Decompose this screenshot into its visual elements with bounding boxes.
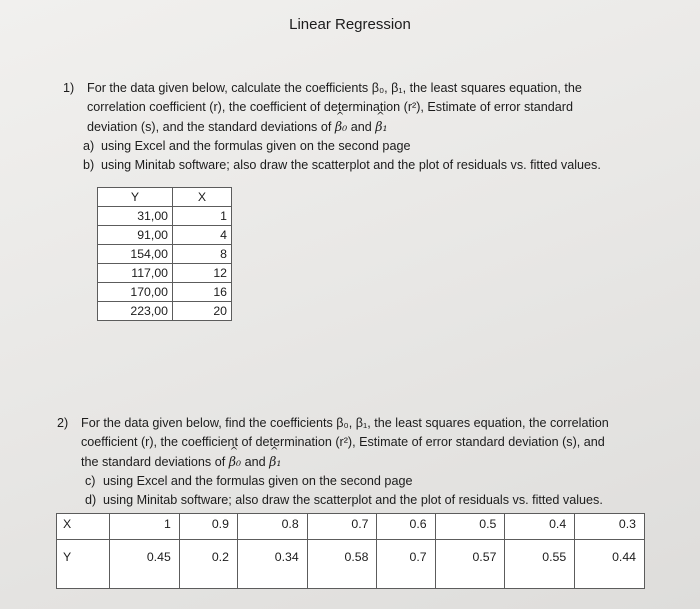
subquestion-d — [85, 491, 677, 510]
beta0-hat-symbol: ^ β₀ — [229, 452, 241, 471]
question-1-line-3-text: deviation (s), and the standard deviations of — [87, 120, 332, 134]
cell-x: 8 — [173, 245, 232, 264]
cell-y: 0.45 — [110, 540, 180, 589]
table-row — [98, 302, 232, 321]
subquestion-c — [85, 472, 677, 491]
cell-y: 0.57 — [435, 540, 505, 589]
and-word: and — [244, 455, 266, 469]
table-row — [98, 245, 232, 264]
cell-x: 16 — [173, 283, 232, 302]
question-2-line-3 — [81, 452, 677, 472]
cell-y: 170,00 — [98, 283, 173, 302]
question-1-line-1: For the data given below, calculate the coefficients β₀, β₁, the least squares equation, the — [87, 81, 582, 95]
subquestion-d-text: using Minitab software; also draw the scatterplot and the plot of residuals vs. fitted values. — [103, 493, 603, 507]
question-1-line-3 — [87, 117, 663, 137]
header-x: X — [173, 188, 232, 207]
subquestion-c-text: using Excel and the formulas given on the second page — [103, 474, 413, 488]
cell-x: 12 — [173, 264, 232, 283]
table-row — [98, 264, 232, 283]
row-label-x: X — [57, 514, 110, 540]
cell-y: 31,00 — [98, 207, 173, 226]
cell-x: 0.3 — [575, 514, 645, 540]
cell-y: 223,00 — [98, 302, 173, 321]
cell-x: 0.7 — [307, 514, 377, 540]
beta1-hat-symbol: ^ β₁ — [375, 117, 387, 136]
table-row-y — [57, 540, 645, 589]
question-1-line-2: correlation coefficient (r), the coefficient of determination (r²), Estimate of error standard — [87, 100, 574, 114]
data-table-1 — [97, 187, 232, 321]
subquestion-b-letter: b) — [83, 158, 95, 172]
question-2-line-2: coefficient (r), the coefficient of determination (r²), Estimate of error standard deviation (s), and — [81, 435, 605, 449]
page-title: Linear Regression — [289, 16, 411, 33]
cell-x: 0.8 — [237, 514, 307, 540]
beta0-hat-symbol: ^ β₀ — [335, 117, 347, 136]
cell-x: 0.4 — [505, 514, 575, 540]
table-row — [98, 207, 232, 226]
cell-x: 1 — [110, 514, 180, 540]
cell-y: 154,00 — [98, 245, 173, 264]
subquestion-d-letter: d) — [85, 493, 97, 507]
beta1-hat-symbol: ^ β₁ — [269, 452, 281, 471]
question-1 — [63, 79, 663, 175]
cell-x: 20 — [173, 302, 232, 321]
cell-y: 0.34 — [237, 540, 307, 589]
cell-y: 0.7 — [377, 540, 435, 589]
subquestion-b — [83, 156, 663, 175]
question-1-number: 1) — [63, 81, 75, 95]
cell-x: 0.6 — [377, 514, 435, 540]
cell-x: 0.5 — [435, 514, 505, 540]
question-2 — [57, 414, 677, 510]
cell-y: 0.44 — [575, 540, 645, 589]
question-2-line-1: For the data given below, find the coefficients β₀, β₁, the least squares equation, the correlation — [81, 416, 609, 430]
subquestion-a-letter: a) — [83, 139, 95, 153]
subquestion-b-text: using Minitab software; also draw the scatterplot and the plot of residuals vs. fitted values. — [101, 158, 601, 172]
cell-y: 0.55 — [505, 540, 575, 589]
header-y: Y — [98, 188, 173, 207]
question-2-number: 2) — [57, 416, 69, 430]
table-row-x — [57, 514, 645, 540]
table-header-row — [98, 188, 232, 207]
subquestion-c-letter: c) — [85, 474, 96, 488]
table-row — [98, 283, 232, 302]
and-word: and — [350, 120, 372, 134]
subquestion-a — [83, 137, 663, 156]
table-row — [98, 226, 232, 245]
cell-y: 91,00 — [98, 226, 173, 245]
cell-x: 1 — [173, 207, 232, 226]
cell-x: 4 — [173, 226, 232, 245]
subquestion-a-text: using Excel and the formulas given on the second page — [101, 139, 411, 153]
cell-y: 0.58 — [307, 540, 377, 589]
question-2-line-3-text: the standard deviations of — [81, 455, 226, 469]
cell-y: 0.2 — [179, 540, 237, 589]
data-table-2 — [56, 513, 645, 589]
cell-x: 0.9 — [179, 514, 237, 540]
row-label-y: Y — [57, 540, 110, 589]
cell-y: 117,00 — [98, 264, 173, 283]
